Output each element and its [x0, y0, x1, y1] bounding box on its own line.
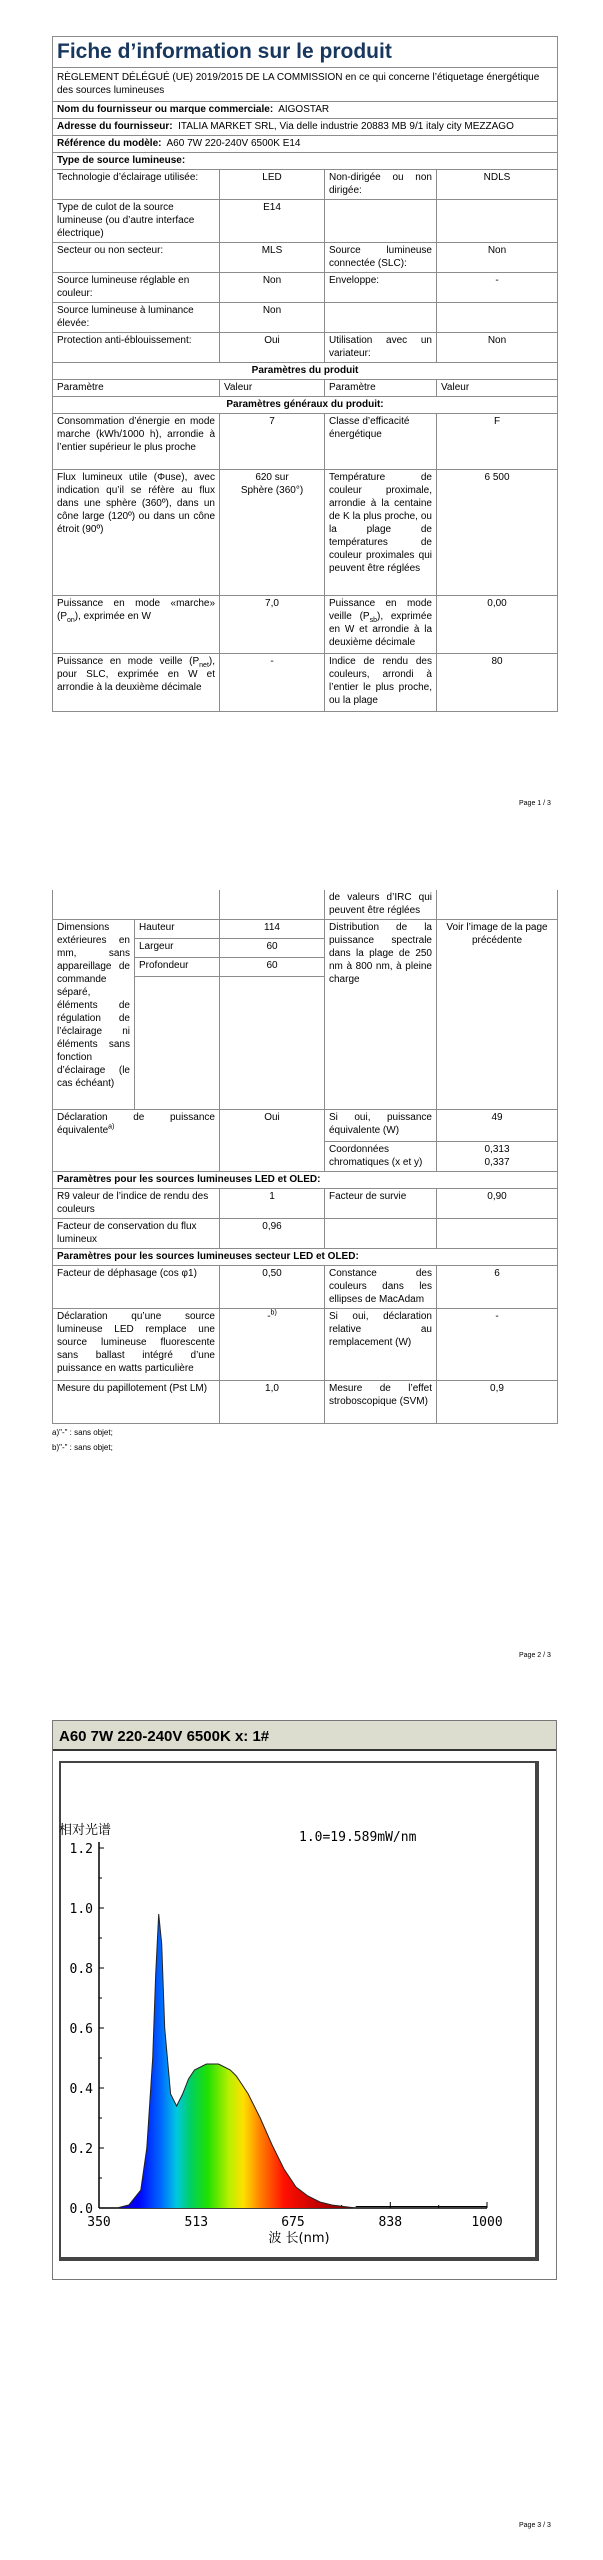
address-label: Adresse du fournisseur:: [57, 121, 173, 132]
page-2: [52, 890, 557, 1452]
page-number: Page 2 / 3: [519, 1652, 551, 1659]
param-label: Facteur de déphasage (cos φ1): [53, 1266, 220, 1309]
param-value: [220, 1309, 325, 1381]
param-label: [53, 1110, 220, 1172]
param-label: [53, 596, 220, 654]
param-value: F: [437, 414, 558, 470]
led-header: Paramètres pour les sources lumineuses LED et OLED:: [53, 1172, 558, 1189]
param-value: [437, 200, 558, 243]
param-value: Oui: [220, 333, 325, 363]
param-label: Indice de rendu des couleurs, arrondi à l’entier le plus proche, ou la plage: [325, 654, 437, 712]
supplier-value: AIGOSTAR: [278, 104, 330, 115]
param-label: Facteur de survie: [325, 1189, 437, 1219]
param-label: Consommation d’énergie en mode marche (kWh/1000 h), arrondie à l’entier supérieur le plus proche: [53, 414, 220, 470]
chart-header: A60 7W 220-240V 6500K x: 1#: [53, 1721, 556, 1751]
param-value: 0,96: [220, 1219, 325, 1249]
table-row: [53, 920, 558, 939]
y-tick-label: 0.2: [69, 2142, 93, 2157]
label-sub: sb: [369, 617, 377, 624]
params-header: Paramètres du produit: [53, 363, 558, 380]
footnote-b: b)"-" : sans objet;: [52, 1443, 113, 1452]
param-label: Distribution de la puissance spectrale dans la plage de 250 nm à 800 nm, à pleine charge: [325, 920, 437, 1110]
general-header: Paramètres généraux du produit:: [53, 397, 558, 414]
x-tick-label: 513: [184, 2215, 209, 2230]
y-tick-label: 1.2: [69, 1842, 93, 1857]
param-label: Déclaration qu’une source lumineuse LED remplace une source lumineuse fluorescente sans ballast intégré d’une puissance en watts particulière: [53, 1309, 220, 1381]
table-row: [53, 170, 558, 200]
spectrum-figure: [52, 1720, 557, 2280]
dim-value: 114: [220, 920, 325, 939]
param-label: Technologie d’éclairage utilisée:: [53, 170, 220, 200]
param-label: Protection anti-éblouissement:: [53, 333, 220, 363]
address-row: [53, 119, 558, 136]
page-title: Fiche d’information sur le produit: [53, 37, 558, 68]
page-number: Page 3 / 3: [519, 2522, 551, 2529]
table-row: [53, 654, 558, 712]
empty-cell: [53, 890, 220, 920]
chart-frame: [59, 1761, 539, 2261]
value-sup: b): [270, 1309, 277, 1317]
label-part: Déclaration de puissance équivalente: [57, 1112, 215, 1136]
empty-cell: [220, 977, 325, 1110]
value-part: -: [267, 1311, 271, 1322]
param-label: [325, 303, 437, 333]
param-value: 6: [437, 1266, 558, 1309]
table-row: [53, 273, 558, 303]
empty-cell: [220, 890, 325, 920]
table-row: [53, 596, 558, 654]
param-value: 80: [437, 654, 558, 712]
table-row: [53, 1219, 558, 1249]
param-value: [220, 470, 325, 596]
param-label: Température de couleur proximale, arrondie à la centaine de K la plus proche, ou la plage de températures de couleur proximales qui peuvent être réglées: [325, 470, 437, 596]
param-label: [325, 596, 437, 654]
param-label: de valeurs d’IRC qui peuvent être réglées: [325, 890, 437, 920]
param-label: Flux lumineux utile (Φuse), avec indication qu’il se réfère au flux dans une sphère (360º), dans un cône large (120º) ou dans un cône étroit (90º): [53, 470, 220, 596]
param-value: [437, 1142, 558, 1172]
param-label: Coordonnées chromatiques (x et y): [325, 1142, 437, 1172]
param-value: Non: [437, 243, 558, 273]
param-value: Non: [220, 303, 325, 333]
type-header: Type de source lumineuse:: [53, 153, 558, 170]
param-label: Constance des couleurs dans les ellipses de MacAdam: [325, 1266, 437, 1309]
dims-label: Dimensions extérieures en mm, sans appareillage de commande séparé, éléments de régulation de l’éclairage ni éléments sans fonction d’éclairage (le cas échéant): [53, 920, 135, 1110]
table-row: [53, 470, 558, 596]
table-row: [53, 890, 558, 920]
param-value: 0,50: [220, 1266, 325, 1309]
param-value: -: [437, 1309, 558, 1381]
param-label: Secteur ou non secteur:: [53, 243, 220, 273]
model-row: [53, 136, 558, 153]
param-value: MLS: [220, 243, 325, 273]
supplier-row: [53, 102, 558, 119]
param-value: 7: [220, 414, 325, 470]
y-tick-label: 0.8: [69, 1962, 93, 1977]
label-part: ), exprimée en W et arrondie à la deuxième décimale: [329, 611, 432, 648]
column-header-row: [53, 380, 558, 397]
table-row: [53, 1189, 558, 1219]
param-value: 49: [437, 1110, 558, 1142]
page-1: [52, 36, 557, 712]
param-value: E14: [220, 200, 325, 243]
address-value: ITALIA MARKET SRL, Via delle industrie 20883 MB 9/1 italy city MEZZAGO: [178, 121, 514, 132]
param-label: Utilisation avec un variateur:: [325, 333, 437, 363]
param-value: 7,0: [220, 596, 325, 654]
param-label: [53, 654, 220, 712]
dim-value: 60: [220, 958, 325, 977]
empty-cell: [437, 1219, 558, 1249]
table-row: [53, 1266, 558, 1309]
model-label: Référence du modèle:: [57, 138, 162, 149]
label-part: ), pour SLC, exprimée en W et arrondie à la deuxième décimale: [57, 656, 215, 693]
param-value: LED: [220, 170, 325, 200]
label-part: Puissance en mode veille (P: [329, 598, 432, 622]
table-row: [53, 243, 558, 273]
param-label: Mesure de l’effet stroboscopique (SVM): [325, 1381, 437, 1424]
y-axis-title: 相对光谱: [59, 1823, 112, 1838]
param-label: Classe d’efficacité énergétique: [325, 414, 437, 470]
x-axis-title: 波 长(nm): [268, 2231, 330, 2246]
table-row: [53, 414, 558, 470]
param-label: [325, 200, 437, 243]
supplier-label: Nom du fournisseur ou marque commerciale:: [57, 104, 274, 115]
param-value: [437, 303, 558, 333]
param-value: NDLS: [437, 170, 558, 200]
dim-name: Hauteur: [135, 920, 220, 939]
flux-value: 620 sur: [255, 472, 289, 483]
param-value: Voir l’image de la page précédente: [437, 920, 558, 1110]
param-label: Si oui, puissance équivalente (W): [325, 1110, 437, 1142]
param-label: Facteur de conservation du flux lumineux: [53, 1219, 220, 1249]
col-param-header: Paramètre: [325, 380, 437, 397]
param-value: -: [220, 654, 325, 712]
param-value: 0,9: [437, 1381, 558, 1424]
param-value: 0,00: [437, 596, 558, 654]
page-number: Page 1 / 3: [519, 800, 551, 807]
chroma-y: 0,337: [484, 1157, 510, 1168]
label-part: Puissance en mode «marche» (P: [57, 598, 215, 622]
param-label: Si oui, déclaration relative au remplacement (W): [325, 1309, 437, 1381]
empty-cell: [325, 1219, 437, 1249]
label-sub: net: [199, 662, 209, 669]
param-label: Source lumineuse à luminance élevée:: [53, 303, 220, 333]
label-part: ), exprimée en W: [74, 611, 151, 622]
table-row: [53, 1309, 558, 1381]
col-value-header: Valeur: [437, 380, 558, 397]
regulation-text: RÈGLEMENT DÉLÉGUÉ (UE) 2019/2015 DE LA COMMISSION en ce qui concerne l’étiquetage énergétique des sources lumineuses: [53, 68, 558, 102]
param-value: 1: [220, 1189, 325, 1219]
y-tick-label: 0.4: [69, 2082, 93, 2097]
param-label: Enveloppe:: [325, 273, 437, 303]
param-value: Non: [220, 273, 325, 303]
table-row: [53, 1110, 558, 1142]
param-label: R9 valeur de l’indice de rendu des couleurs: [53, 1189, 220, 1219]
y-tick-label: 1.0: [69, 1902, 93, 1917]
param-value: 1,0: [220, 1381, 325, 1424]
param-value: Non: [437, 333, 558, 363]
x-tick-label: 675: [281, 2215, 305, 2230]
table-row: [53, 200, 558, 243]
empty-cell: [135, 977, 220, 1110]
col-param-header: Paramètre: [53, 380, 220, 397]
label-sup: a): [108, 1123, 115, 1131]
x-tick-label: 350: [87, 2215, 111, 2230]
dim-name: Profondeur: [135, 958, 220, 977]
param-value: Oui: [220, 1110, 325, 1172]
mains-header: Paramètres pour les sources lumineuses secteur LED et OLED:: [53, 1249, 558, 1266]
param-value: -: [437, 273, 558, 303]
x-tick-label: 1000: [471, 2215, 503, 2230]
y-tick-label: 0.6: [69, 2022, 93, 2037]
param-label: Type de culot de la source lumineuse (ou d’autre interface électrique): [53, 200, 220, 243]
product-info-table: [52, 36, 558, 712]
empty-cell: [437, 890, 558, 920]
table-row: [53, 333, 558, 363]
param-value: 6 500: [437, 470, 558, 596]
param-label: Non-dirigée ou non dirigée:: [325, 170, 437, 200]
col-value-header: Valeur: [220, 380, 325, 397]
product-info-table-continued: [52, 890, 558, 1424]
param-value: 0,90: [437, 1189, 558, 1219]
label-part: Puissance en mode veille (P: [57, 656, 200, 667]
chroma-x: 0,313: [484, 1144, 510, 1155]
table-row: [53, 303, 558, 333]
model-value: A60 7W 220-240V 6500K E14: [166, 138, 301, 149]
y-tick-label: 0.0: [69, 2202, 93, 2217]
param-label: Source lumineuse connectée (SLC):: [325, 243, 437, 273]
footnote-a: a)"-" : sans objet;: [52, 1428, 113, 1437]
table-row: [53, 1381, 558, 1424]
flux-unit: Sphère (360°): [240, 485, 304, 496]
param-label: Source lumineuse réglable en couleur:: [53, 273, 220, 303]
param-label: Mesure du papillotement (Pst LM): [53, 1381, 220, 1424]
dim-value: 60: [220, 939, 325, 958]
dim-name: Largeur: [135, 939, 220, 958]
label-sub: on: [67, 617, 75, 624]
x-tick-label: 838: [378, 2215, 403, 2230]
chart-annotation: 1.0=19.589mW/nm: [299, 1830, 417, 1845]
